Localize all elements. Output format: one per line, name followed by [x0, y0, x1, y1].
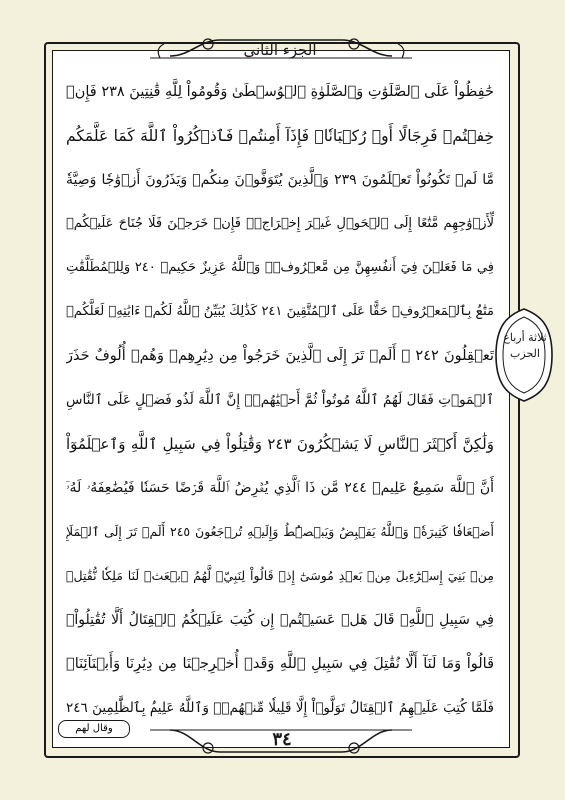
verse-line: خِفۡتُمۡ فَرِجَالًا أَوۡ رُكۡبَانٗاۖ فَإِذَآ أَمِنتُمۡ فَٱذۡكُرُواْ ٱللَّهَ كَمَا عَلَّمَكُم	[66, 127, 494, 145]
verse-line: لِّأَزۡوَٰجِهِم مَّتَٰعًا إِلَى ٱلۡحَوۡلِ غَيۡرَ إِخۡرَاجٖۚ فَإِنۡ خَرَجۡنَ فَلَا جُنَاحَ عَلَيۡكُمۡ	[66, 216, 494, 231]
verse-line: مَتَٰعُۢ بِٱلۡمَعۡرُوفِۖ حَقًّا عَلَى ٱلۡمُتَّقِينَ ٢٤١ كَذَٰلِكَ يُبَيِّنُ ٱللَّهُ لَكُمۡ ءَايَٰتِهِۦ لَعَلَّكُمۡ	[66, 304, 494, 319]
verse-line: أَنَّ ٱللَّهَ سَمِيعٌ عَلِيمٞ ٢٤٤ مَّن ذَا ٱلَّذِي يُقۡرِضُ ٱللَّهَ قَرۡضًا حَسَنٗا فَيُضَٰعِفَهُۥ لَهُۥٓ	[66, 480, 494, 496]
verse-line: حَٰفِظُواْ عَلَى ٱلصَّلَوَٰتِ وَٱلصَّلَوٰةِ ٱلۡوُسۡطَىٰ وَقُومُواْ لِلَّهِ قَٰنِتِينَ ٢٣٨ فَإِنۡ	[66, 84, 494, 100]
verse-text-block	[66, 72, 494, 716]
verse-line: وَلَٰكِنَّ أَكۡثَرَ ٱلنَّاسِ لَا يَشۡكُرُونَ ٢٤٣ وَقَٰتِلُواْ فِي سَبِيلِ ٱللَّهِ وَٱعۡلَمُوٓاْ	[66, 435, 494, 453]
verse-line: قَالُواْ وَمَا لَنَآ أَلَّا نُقَٰتِلَ فِي سَبِيلِ ٱللَّهِ وَقَدۡ أُخۡرِجۡنَا مِن دِيَٰرِنَا وَأَبۡنَآئِنَاۖ	[66, 656, 494, 672]
verse-line: فِي مَا فَعَلۡنَ فِيٓ أَنفُسِهِنَّ مِن مَّعۡرُوفٖۗ وَٱللَّهُ عَزِيزٌ حَكِيمٞ ٢٤٠ وَلِلۡمُطَلَّقَٰتِ	[66, 260, 494, 275]
verse-line: مِنۢ بَنِيٓ إِسۡرَٰٓءِيلَ مِنۢ بَعۡدِ مُوسَىٰٓ إِذۡ قَالُواْ لِنَبِيّٖ لَّهُمُ ٱبۡعَثۡ لَنَا مَلِكٗا نُّقَٰتِلۡ	[66, 568, 494, 583]
hizb-marker-label: ثلاثة أرباع الحزب	[503, 331, 547, 360]
verse-line: مَّا لَمۡ تَكُونُواْ تَعۡلَمُونَ ٢٣٩ وَٱلَّذِينَ يُتَوَفَّوۡنَ مِنكُمۡ وَيَذَرُونَ أَزۡوَٰجٗا وَصِيَّةٗ	[66, 172, 494, 188]
verse-line: ٱلۡمَوۡتِ فَقَالَ لَهُمُ ٱللَّهُ مُوتُواْ ثُمَّ أَحۡيَٰهُمۡۚ إِنَّ ٱللَّهَ لَذُو فَضۡلٍ عَلَى ٱلنَّاسِ	[66, 392, 494, 408]
verse-line: فَلَمَّا كُتِبَ عَلَيۡهِمُ ٱلۡقِتَالُ تَوَلَّوۡاْ إِلَّا قَلِيلٗا مِّنۡهُمۡۚ وَٱللَّهُ عَلِيمُۢ بِٱلظَّٰلِمِينَ ٢٤٦	[66, 700, 494, 716]
juz-title: الجزء الثاني	[243, 41, 317, 59]
verse-line: أَضۡعَافٗا كَثِيرَةٗۚ وَٱللَّهُ يَقۡبِضُ وَيَبۡصُۜطُ وَإِلَيۡهِ تُرۡجَعُونَ ٢٤٥ أَلَمۡ تَرَ إِلَى ٱلۡمَلَإِ	[66, 524, 494, 539]
catchword: وقال لهم	[58, 720, 130, 738]
page-number: ٣٤	[272, 729, 292, 750]
verse-line: فِي سَبِيلِ ٱللَّهِۖ قَالَ هَلۡ عَسَيۡتُمۡ إِن كُتِبَ عَلَيۡكُمُ ٱلۡقِتَالُ أَلَّا تُقَٰتِلُواْۖ	[66, 612, 494, 628]
verse-line: تَعۡقِلُونَ ٢٤٢ ۞ أَلَمۡ تَرَ إِلَى ٱلَّذِينَ خَرَجُواْ مِن دِيَٰرِهِمۡ وَهُمۡ أُلُوفٌ حَذَرَ	[66, 348, 494, 364]
